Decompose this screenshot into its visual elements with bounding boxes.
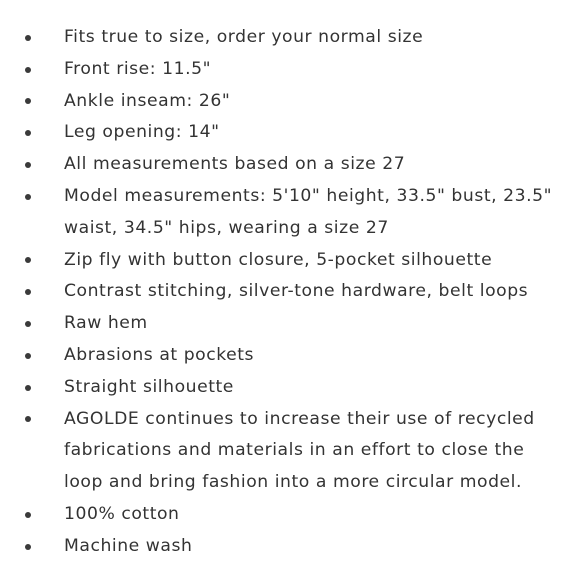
bullet-icon xyxy=(25,67,31,73)
bullet-icon xyxy=(25,385,31,391)
list-item xyxy=(0,372,580,404)
list-item-text: Ankle inseam: 26" xyxy=(64,90,231,111)
list-item-text: Machine wash xyxy=(64,535,193,556)
list-item-text: Contrast stitching, silver-tone hardware, belt loops xyxy=(64,281,529,302)
list-item xyxy=(0,22,580,54)
list-item xyxy=(0,340,580,372)
list-item-text: Model measurements: 5'10" height, 33.5" bust, 23.5" waist, 34.5" hips, wearing a size 27 xyxy=(64,185,553,238)
list-item-text: Leg opening: 14" xyxy=(64,122,220,143)
bullet-icon xyxy=(25,35,31,41)
bullet-icon xyxy=(25,130,31,136)
list-item-text: Zip fly with button closure, 5-pocket silhouette xyxy=(64,249,493,270)
bullet-icon xyxy=(25,194,31,200)
list-item xyxy=(0,149,580,181)
bullet-icon xyxy=(25,353,31,359)
list-item xyxy=(0,276,580,308)
list-item-text: Fits true to size, order your normal size xyxy=(64,27,424,47)
list-item xyxy=(0,181,580,245)
list-item xyxy=(0,499,580,531)
list-item-text: Front rise: 11.5" xyxy=(64,58,212,79)
bullet-icon xyxy=(25,289,31,295)
list-item-text: 100% cotton xyxy=(64,503,180,524)
list-item-text: Raw hem xyxy=(64,313,148,334)
bullet-icon xyxy=(25,416,31,422)
list-item xyxy=(0,245,580,277)
list-item-text: All measurements based on a size 27 xyxy=(64,154,406,175)
list-item-text: Straight silhouette xyxy=(64,376,234,397)
bullet-icon xyxy=(25,162,31,168)
list-item xyxy=(0,531,580,563)
bullet-icon xyxy=(25,321,31,327)
list-item-text: AGOLDE continues to increase their use of recycled fabrications and materials in an effort to close the loop and bring fashion into a more circular model. xyxy=(64,408,535,493)
list-item xyxy=(0,404,580,499)
bullet-icon xyxy=(25,512,31,518)
list-item-text: Abrasions at pockets xyxy=(64,344,255,365)
product-details-list xyxy=(0,22,580,563)
list-item xyxy=(0,308,580,340)
bullet-icon xyxy=(25,544,31,550)
bullet-icon xyxy=(25,257,31,263)
list-item xyxy=(0,117,580,149)
bullet-icon xyxy=(25,98,31,104)
list-item xyxy=(0,86,580,118)
list-item xyxy=(0,54,580,86)
